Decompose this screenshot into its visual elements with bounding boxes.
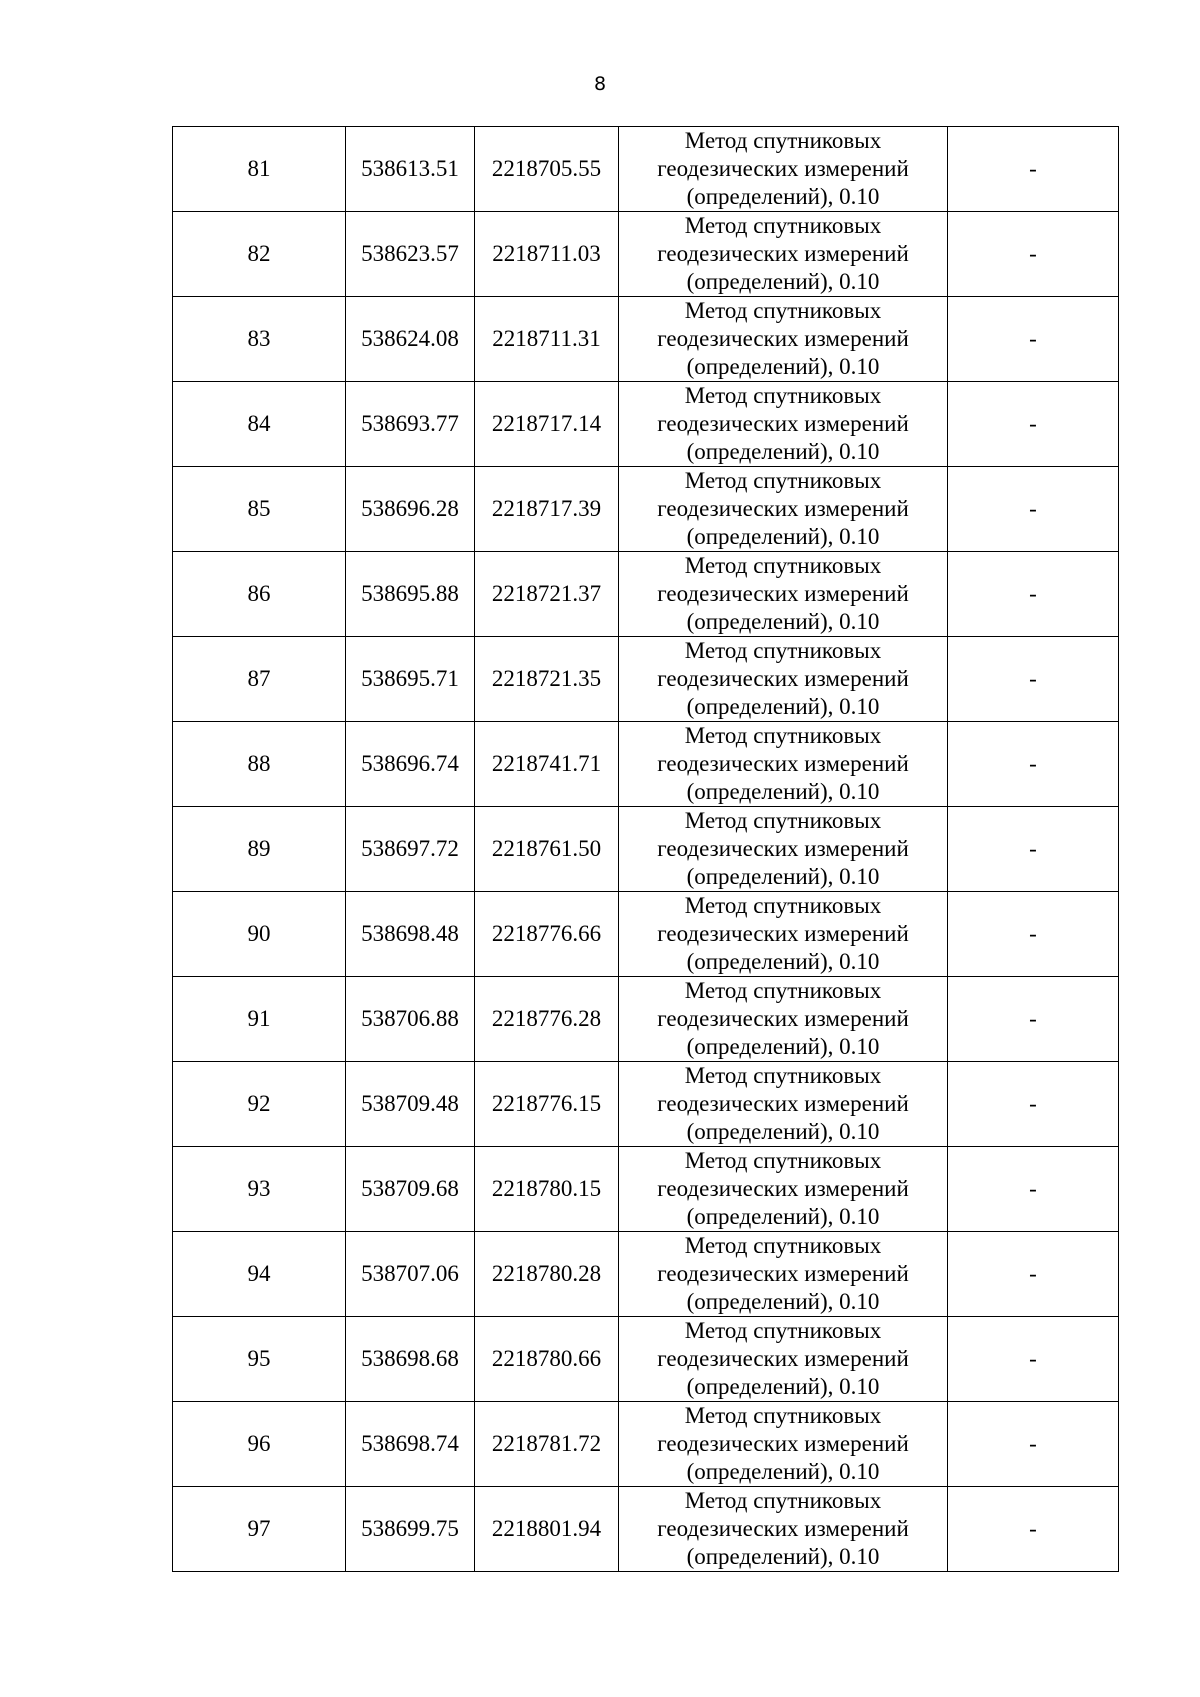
method-text-line: (определений), 0.10 bbox=[686, 1204, 880, 1229]
method-text-line: геодезических измерений bbox=[657, 1176, 909, 1201]
point-number-cell: 88 bbox=[173, 722, 346, 807]
method-text-line: Метод спутниковых bbox=[684, 1488, 882, 1513]
table-row bbox=[173, 637, 1119, 722]
method-text-line: (определений), 0.10 bbox=[686, 1544, 880, 1569]
table-row bbox=[173, 722, 1119, 807]
table-row bbox=[173, 1317, 1119, 1402]
method-text-line: (определений), 0.10 bbox=[686, 1119, 880, 1144]
table-row bbox=[173, 1232, 1119, 1317]
method-cell bbox=[619, 1232, 948, 1317]
note-cell: - bbox=[948, 892, 1119, 977]
method-text-line: Метод спутниковых bbox=[684, 1063, 882, 1088]
y-coordinate-cell: 2218780.28 bbox=[475, 1232, 619, 1317]
coordinates-table bbox=[172, 126, 1119, 1572]
method-text-line: (определений), 0.10 bbox=[686, 524, 880, 549]
method-cell bbox=[619, 467, 948, 552]
method-cell bbox=[619, 382, 948, 467]
method-text-line: (определений), 0.10 bbox=[686, 779, 880, 804]
method-cell bbox=[619, 1147, 948, 1232]
method-text-line: Метод спутниковых bbox=[684, 978, 882, 1003]
x-coordinate-cell: 538706.88 bbox=[346, 977, 475, 1062]
method-text-line: геодезических измерений bbox=[657, 581, 909, 606]
point-number-cell: 94 bbox=[173, 1232, 346, 1317]
point-number-cell: 92 bbox=[173, 1062, 346, 1147]
x-coordinate-cell: 538613.51 bbox=[346, 127, 475, 212]
x-coordinate-cell: 538698.68 bbox=[346, 1317, 475, 1402]
method-text-line: (определений), 0.10 bbox=[686, 694, 880, 719]
method-text-line: Метод спутниковых bbox=[684, 128, 882, 153]
method-text-line: геодезических измерений bbox=[657, 156, 909, 181]
point-number-cell: 87 bbox=[173, 637, 346, 722]
method-text-line: Метод спутниковых bbox=[684, 808, 882, 833]
y-coordinate-cell: 2218801.94 bbox=[475, 1487, 619, 1572]
x-coordinate-cell: 538709.68 bbox=[346, 1147, 475, 1232]
y-coordinate-cell: 2218711.03 bbox=[475, 212, 619, 297]
method-text-line: Метод спутниковых bbox=[684, 553, 882, 578]
note-cell: - bbox=[948, 552, 1119, 637]
note-cell: - bbox=[948, 1147, 1119, 1232]
table-row bbox=[173, 297, 1119, 382]
method-cell bbox=[619, 637, 948, 722]
y-coordinate-cell: 2218717.14 bbox=[475, 382, 619, 467]
table-row bbox=[173, 382, 1119, 467]
page-number: 8 bbox=[593, 73, 607, 95]
method-text-line: геодезических измерений bbox=[657, 1431, 909, 1456]
method-cell bbox=[619, 807, 948, 892]
x-coordinate-cell: 538696.74 bbox=[346, 722, 475, 807]
y-coordinate-cell: 2218717.39 bbox=[475, 467, 619, 552]
note-cell: - bbox=[948, 977, 1119, 1062]
method-text-line: (определений), 0.10 bbox=[686, 439, 880, 464]
method-cell bbox=[619, 297, 948, 382]
note-cell: - bbox=[948, 382, 1119, 467]
method-text-line: геодезических измерений bbox=[657, 1516, 909, 1541]
method-text-line: (определений), 0.10 bbox=[686, 1034, 880, 1059]
method-text-line: геодезических измерений bbox=[657, 411, 909, 436]
method-text-line: геодезических измерений bbox=[657, 1346, 909, 1371]
y-coordinate-cell: 2218776.66 bbox=[475, 892, 619, 977]
method-cell bbox=[619, 552, 948, 637]
method-text-line: (определений), 0.10 bbox=[686, 269, 880, 294]
y-coordinate-cell: 2218741.71 bbox=[475, 722, 619, 807]
x-coordinate-cell: 538695.71 bbox=[346, 637, 475, 722]
method-text-line: Метод спутниковых bbox=[684, 638, 882, 663]
y-coordinate-cell: 2218761.50 bbox=[475, 807, 619, 892]
method-text-line: Метод спутниковых bbox=[684, 1233, 882, 1258]
x-coordinate-cell: 538693.77 bbox=[346, 382, 475, 467]
note-cell: - bbox=[948, 297, 1119, 382]
note-cell: - bbox=[948, 212, 1119, 297]
method-text-line: геодезических измерений bbox=[657, 1091, 909, 1116]
note-cell: - bbox=[948, 127, 1119, 212]
point-number-cell: 91 bbox=[173, 977, 346, 1062]
y-coordinate-cell: 2218705.55 bbox=[475, 127, 619, 212]
note-cell: - bbox=[948, 1062, 1119, 1147]
y-coordinate-cell: 2218721.37 bbox=[475, 552, 619, 637]
table-row bbox=[173, 467, 1119, 552]
method-text-line: Метод спутниковых bbox=[684, 213, 882, 238]
method-text-line: геодезических измерений bbox=[657, 836, 909, 861]
method-text-line: геодезических измерений bbox=[657, 751, 909, 776]
x-coordinate-cell: 538623.57 bbox=[346, 212, 475, 297]
y-coordinate-cell: 2218781.72 bbox=[475, 1402, 619, 1487]
point-number-cell: 89 bbox=[173, 807, 346, 892]
table-row bbox=[173, 1402, 1119, 1487]
method-text-line: Метод спутниковых bbox=[684, 893, 882, 918]
method-cell bbox=[619, 1062, 948, 1147]
method-cell bbox=[619, 1487, 948, 1572]
y-coordinate-cell: 2218780.15 bbox=[475, 1147, 619, 1232]
method-text-line: геодезических измерений bbox=[657, 666, 909, 691]
method-text-line: (определений), 0.10 bbox=[686, 184, 880, 209]
point-number-cell: 81 bbox=[173, 127, 346, 212]
method-text-line: Метод спутниковых bbox=[684, 468, 882, 493]
method-text-line: Метод спутниковых bbox=[684, 1318, 882, 1343]
note-cell: - bbox=[948, 637, 1119, 722]
method-text-line: (определений), 0.10 bbox=[686, 609, 880, 634]
point-number-cell: 86 bbox=[173, 552, 346, 637]
method-text-line: геодезических измерений bbox=[657, 1261, 909, 1286]
table-row bbox=[173, 1487, 1119, 1572]
method-text-line: геодезических измерений bbox=[657, 921, 909, 946]
method-cell bbox=[619, 892, 948, 977]
note-cell: - bbox=[948, 467, 1119, 552]
point-number-cell: 84 bbox=[173, 382, 346, 467]
method-text-line: (определений), 0.10 bbox=[686, 1289, 880, 1314]
point-number-cell: 85 bbox=[173, 467, 346, 552]
coordinates-table-body bbox=[173, 127, 1119, 1572]
point-number-cell: 90 bbox=[173, 892, 346, 977]
y-coordinate-cell: 2218776.28 bbox=[475, 977, 619, 1062]
x-coordinate-cell: 538695.88 bbox=[346, 552, 475, 637]
method-cell bbox=[619, 977, 948, 1062]
method-text-line: геодезических измерений bbox=[657, 1006, 909, 1031]
table-row bbox=[173, 552, 1119, 637]
method-text-line: Метод спутниковых bbox=[684, 298, 882, 323]
point-number-cell: 97 bbox=[173, 1487, 346, 1572]
y-coordinate-cell: 2218776.15 bbox=[475, 1062, 619, 1147]
x-coordinate-cell: 538698.74 bbox=[346, 1402, 475, 1487]
y-coordinate-cell: 2218711.31 bbox=[475, 297, 619, 382]
method-text-line: Метод спутниковых bbox=[684, 1148, 882, 1173]
method-text-line: Метод спутниковых bbox=[684, 723, 882, 748]
method-text-line: геодезических измерений bbox=[657, 241, 909, 266]
x-coordinate-cell: 538698.48 bbox=[346, 892, 475, 977]
method-text-line: Метод спутниковых bbox=[684, 1403, 882, 1428]
method-text-line: (определений), 0.10 bbox=[686, 1374, 880, 1399]
note-cell: - bbox=[948, 1317, 1119, 1402]
note-cell: - bbox=[948, 1487, 1119, 1572]
x-coordinate-cell: 538697.72 bbox=[346, 807, 475, 892]
x-coordinate-cell: 538696.28 bbox=[346, 467, 475, 552]
table-row bbox=[173, 807, 1119, 892]
method-text-line: (определений), 0.10 bbox=[686, 354, 880, 379]
table-row bbox=[173, 977, 1119, 1062]
point-number-cell: 83 bbox=[173, 297, 346, 382]
point-number-cell: 82 bbox=[173, 212, 346, 297]
x-coordinate-cell: 538707.06 bbox=[346, 1232, 475, 1317]
method-cell bbox=[619, 722, 948, 807]
table-row bbox=[173, 212, 1119, 297]
method-cell bbox=[619, 1402, 948, 1487]
method-cell bbox=[619, 127, 948, 212]
method-text-line: (определений), 0.10 bbox=[686, 1459, 880, 1484]
method-text-line: геодезических измерений bbox=[657, 326, 909, 351]
y-coordinate-cell: 2218721.35 bbox=[475, 637, 619, 722]
x-coordinate-cell: 538624.08 bbox=[346, 297, 475, 382]
method-text-line: (определений), 0.10 bbox=[686, 949, 880, 974]
table-row bbox=[173, 1062, 1119, 1147]
x-coordinate-cell: 538709.48 bbox=[346, 1062, 475, 1147]
point-number-cell: 93 bbox=[173, 1147, 346, 1232]
table-row bbox=[173, 127, 1119, 212]
table-row bbox=[173, 892, 1119, 977]
note-cell: - bbox=[948, 722, 1119, 807]
point-number-cell: 95 bbox=[173, 1317, 346, 1402]
y-coordinate-cell: 2218780.66 bbox=[475, 1317, 619, 1402]
note-cell: - bbox=[948, 1402, 1119, 1487]
method-text-line: геодезических измерений bbox=[657, 496, 909, 521]
note-cell: - bbox=[948, 1232, 1119, 1317]
x-coordinate-cell: 538699.75 bbox=[346, 1487, 475, 1572]
method-cell bbox=[619, 1317, 948, 1402]
method-text-line: (определений), 0.10 bbox=[686, 864, 880, 889]
note-cell: - bbox=[948, 807, 1119, 892]
point-number-cell: 96 bbox=[173, 1402, 346, 1487]
method-cell bbox=[619, 212, 948, 297]
method-text-line: Метод спутниковых bbox=[684, 383, 882, 408]
table-row bbox=[173, 1147, 1119, 1232]
